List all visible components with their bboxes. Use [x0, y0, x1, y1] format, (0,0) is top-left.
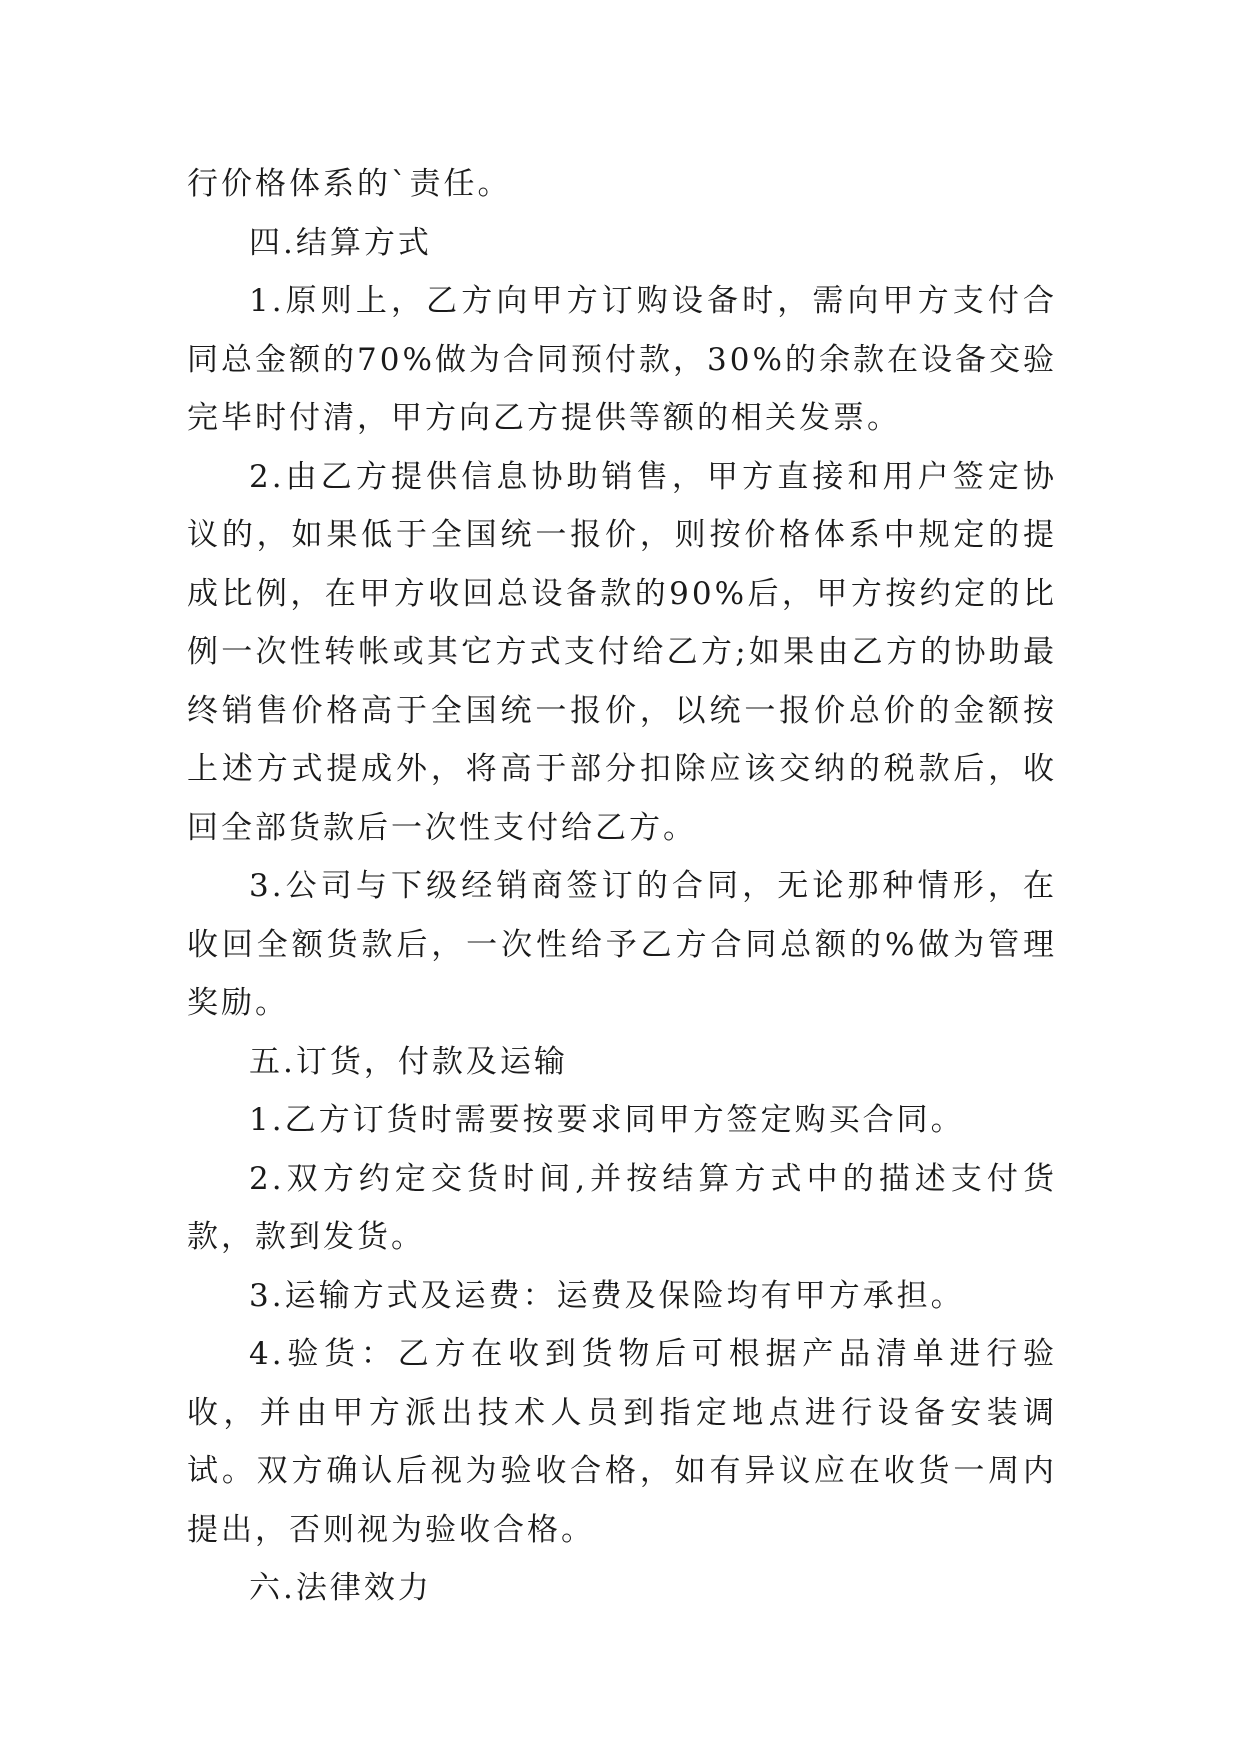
- clause-5-4: 4.验货：乙方在收到货物后可根据产品清单进行验收，并由甲方派出技术人员到指定地点进行设备安装调试。双方确认后视为验收合格，如有异议应在收货一周内提出，否则视为验收合格。: [187, 1336, 1057, 1548]
- clause-4-2: 2.由乙方提供信息协助销售，甲方直接和用户签定协议的，如果低于全国统一报价，则按价格体系中规定的提成比例，在甲方收回总设备款的90%后，甲方按约定的比例一次性转帐或其它方式支付给乙方;如果由乙方的协助最终销售价格高于全国统一报价，以统一报价总价的金额按上述方式提成外，将高于部分扣除应该交纳的税款后，收回全部货款后一次性支付给乙方。: [187, 458, 1057, 846]
- paragraph-continuation: 行价格体系的`责任。: [187, 166, 512, 202]
- clause-4-3: 3.公司与下级经销商签订的合同，无论那种情形，在收回全额货款后，一次性给予乙方合同总额的%做为管理奖励。: [187, 868, 1057, 1021]
- section-heading-settlement: 四.结算方式: [249, 224, 432, 261]
- document-body: [187, 155, 1057, 1618]
- clause-5-3: 3.运输方式及运费：运费及保险均有甲方承担。: [249, 1277, 965, 1314]
- clause-5-1: 1.乙方订货时需要按要求同甲方签定购买合同。: [249, 1102, 965, 1138]
- clause-4-1: 1.原则上，乙方向甲方订购设备时，需向甲方支付合同总金额的70%做为合同预付款，30%的余款在设备交验完毕时付清，甲方向乙方提供等额的相关发票。: [187, 283, 1057, 436]
- section-heading-legal-effect: 六.法律效力: [249, 1570, 432, 1606]
- clause-5-2: 2.双方约定交货时间,并按结算方式中的描述支付货款，款到发货。: [187, 1160, 1057, 1255]
- section-heading-ordering: 五.订货，付款及运输: [249, 1043, 568, 1080]
